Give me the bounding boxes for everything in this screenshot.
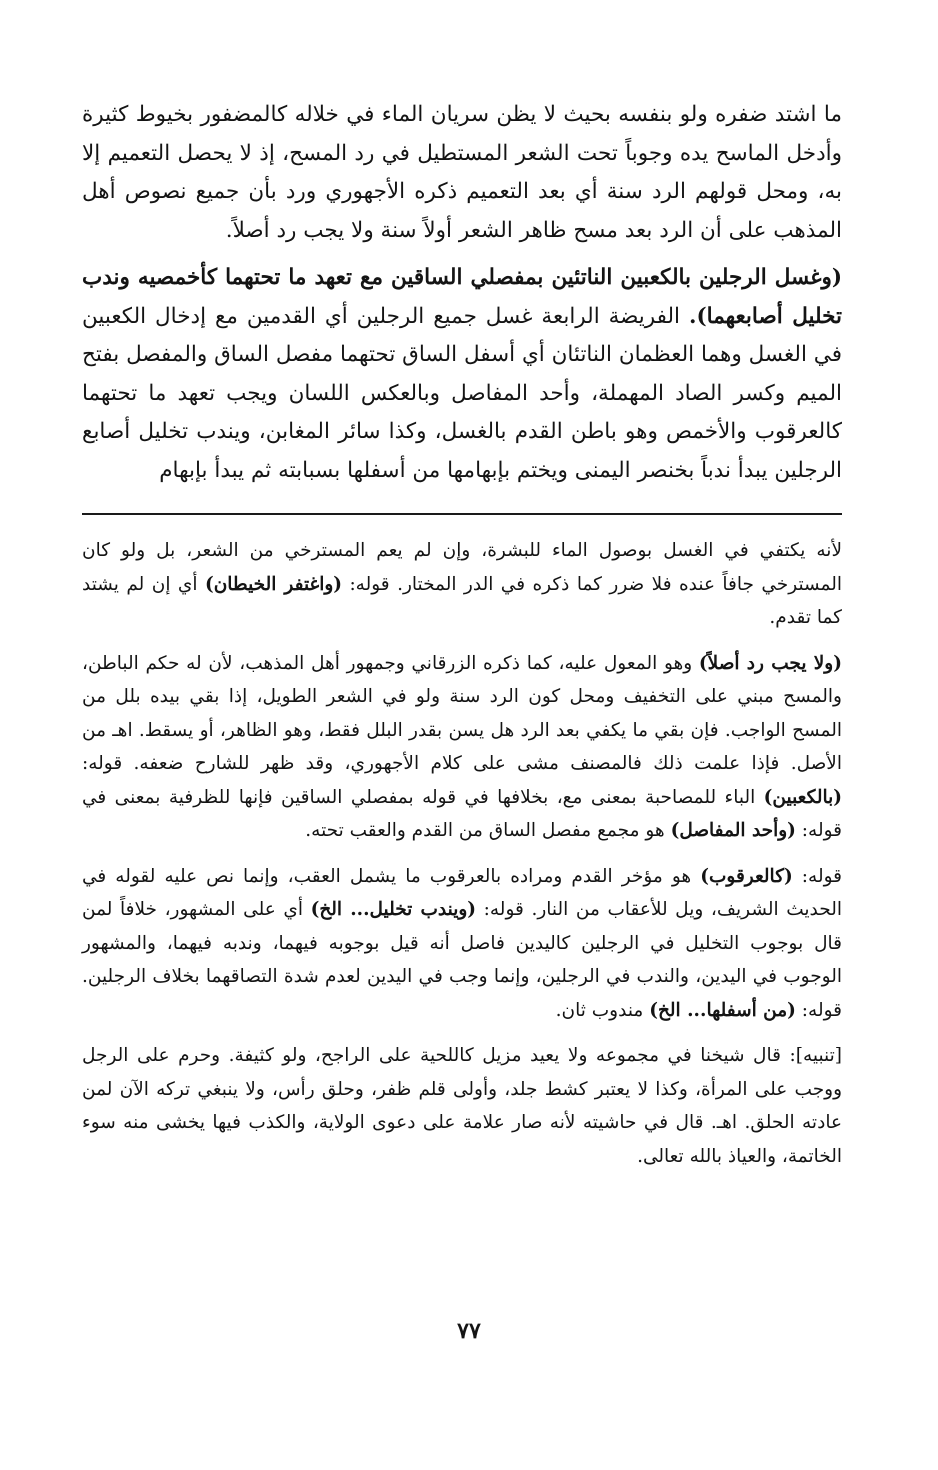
footnote-text: الباء للمصاحبة بمعنى مع، بخلافها في قوله بمفصلي الساقين فإنها للظرفية بمعنى في قوله: [82,786,842,841]
footnote-text: هو مؤخر القدم ومراده بالعرقوب ما يشمل العقب، وإنما نص عليه لقوله في الحديث الشريف، ويل للأعقاب من النار. قوله: [82,865,842,920]
commentary-text: الفريضة الرابعة غسل جميع الرجلين أي القدمين مع إدخال الكعبين في الغسل وهما العظمان الناتئان أي أسفل الساق تحتهما مفصل الساق والمفصل بفتح الميم وكسر الصاد المهملة، وأحد المفاصل وبالعكس اللسان ويجب تعهد ما تحتهما كالعرقوب والأخمص وهو باطن القدم بالغسل، وكذا سائر المغابن، ويندب تخليل أصابع الرجلين يبدأ ندباً بخنصر اليمنى ويختم بإبهامها من أسفلها بسبابته ثم يبدأ بإبهام [82,303,842,483]
footnote-quote: (وأحد المفاصل) [670,820,796,841]
footnote-quote: (بالكعبين) [763,786,842,808]
page-number: ٧٧ [457,1318,481,1344]
main-text [82,96,842,490]
footnote-text: مندوب ثان. [555,999,650,1021]
footnote-text: قوله: [792,865,842,887]
page-body [82,96,842,1173]
footnote-1 [82,534,842,635]
footnote-quote: (كالعرقوب) [700,865,793,887]
footnote-text: أي على المشهور، خلافاً لمن قال بوجوب التخليل في الرجلين كاليدين فاصل أنه قيل بوجوبه فيهما، وندبه فيهما، والمشهور الوجوب في اليدين، والندب في الرجلين، وإنما وجب في اليدين لعدم شدة التصاقهما بخلاف الرجلين. قوله: [82,899,842,1021]
footnote-text: هو مجمع مفصل الساق من القدم والعقب تحته. [305,820,671,841]
matn-quote: (وغسل الرجلين بالكعبين الناتئين بمفصلي الساقين مع تعهد ما تحتهما كأخمصيه وندب تخليل أصابعهما). [82,265,843,329]
footnote-quote: (ولا يجب رد أصلاً) [698,652,842,674]
footnote-quote: (من أسفلها... الخ) [649,999,796,1021]
footnote-text: أي إن لم يشتد كما تقدم. [82,573,842,628]
footnote-3 [82,860,842,1028]
footnote-quote: (واغتفر الخيطان) [204,573,343,595]
footnote-quote: (ويندب تخليل... الخ) [310,899,477,920]
footnote-text: لأنه يكتفي في الغسل بوصول الماء للبشرة، وإن لم يعم المسترخي من الشعر، بل ولو كان المسترخي جافاً عنده فلا ضرر كما ذكره في الدر المختار. قوله: [82,540,843,595]
footnote-2 [82,647,842,848]
main-paragraph-2 [82,259,842,490]
footnote-text: وهو المعول عليه، كما ذكره الزرقاني وجمهور أهل المذهب، لأن له حكم الباطن، والمسح مبني على التخفيف ومحل كون الرد سنة ولو في الشعر الطويل، إذا بقي بيده بلل من المسح الواجب. فإن بقي ما يكفي بعد الرد هل يسن بقدر البلل فقط، وهو الظاهر، أو يسقط. اهـ من الأصل. فإذا علمت ذلك فالمصنف مشى على كلام الأجهوري، وقد ظهر للشارح ضعفه. قوله: [82,652,842,774]
footnote-divider [82,513,842,515]
footnotes [82,534,842,1173]
footnote-4: [تنبيه]: قال شيخنا في مجموعه ولا يعيد مزيل كاللحية على الراجح، ولو كثيفة. وحرم على الرجل ووجب على المرأة، وكذا لا يعتبر كشط جلد، وأولى قلم ظفر، وحلق رأس، ولا ينبغي تركه الآن لمن عادته الحلق. اهـ. قال في حاشيته لأنه صار علامة على دعوى الولاية، والكذب فيها يخشى منه سوء الخاتمة، والعياذ بالله تعالى. [82,1045,842,1167]
main-paragraph-1: ما اشتد ضفره ولو بنفسه بحيث لا يظن سريان الماء في خلاله كالمضفور بخيوط كثيرة وأدخل الماسح يده وجوباً تحت الشعر المستطيل في رد المسح، إذ لا يحصل التعميم إلا به، ومحل قولهم الرد سنة أي بعد التعميم ذكره الأجهوري ورد بأن جميع نصوص أهل المذهب على أن الرد بعد مسح ظاهر الشعر أولاً سنة ولا يجب رد أصلاً. [82,102,842,243]
